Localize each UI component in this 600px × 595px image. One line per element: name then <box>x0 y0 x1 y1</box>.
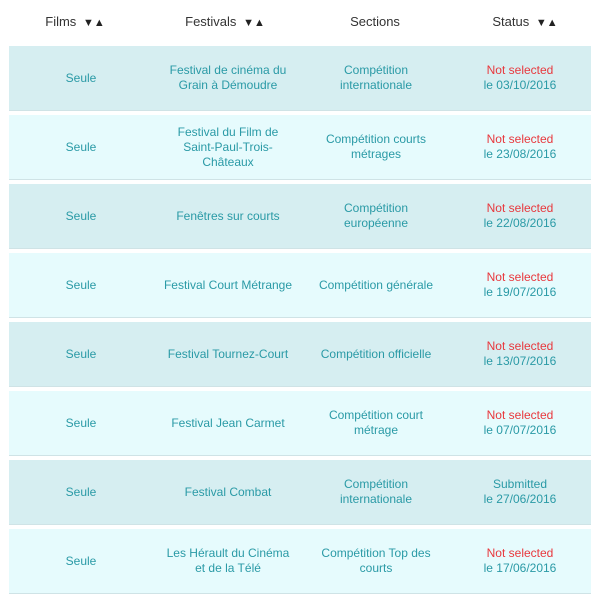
table-header <box>0 0 600 42</box>
sort-films-icon[interactable]: ▼▲ <box>82 16 105 29</box>
header-sections-label: Sections <box>350 13 400 29</box>
status-badge: Not selected <box>486 339 554 353</box>
sort-status-icon[interactable]: ▼▲ <box>535 16 558 29</box>
header-festivals-label: Festivals <box>185 13 237 29</box>
status-date: le 13/07/2016 <box>483 354 557 368</box>
status-cell <box>449 132 591 162</box>
table-body <box>0 46 600 594</box>
status-date: le 19/07/2016 <box>483 285 557 299</box>
section-cell: Compétition européenne <box>343 201 409 230</box>
status-date: le 07/07/2016 <box>483 423 557 437</box>
film-cell[interactable]: Seule <box>65 139 97 154</box>
festival-cell[interactable]: Fenêtres sur courts <box>176 208 280 223</box>
status-date: le 03/10/2016 <box>483 78 557 92</box>
status-badge: Not selected <box>486 270 554 284</box>
status-cell <box>449 270 591 300</box>
film-cell[interactable]: Seule <box>65 70 97 85</box>
festival-cell[interactable]: Festival Tournez-Court <box>167 346 289 361</box>
status-badge: Not selected <box>486 408 554 422</box>
festival-cell[interactable]: Festival Jean Carmet <box>171 415 285 430</box>
status-cell <box>449 477 591 507</box>
festival-cell[interactable]: Festival Court Métrange <box>163 277 293 292</box>
status-cell <box>449 339 591 369</box>
table-row[interactable] <box>9 115 591 180</box>
header-festivals <box>150 14 300 29</box>
status-date: le 17/06/2016 <box>483 561 557 575</box>
film-cell[interactable]: Seule <box>65 208 97 223</box>
section-cell: Compétition internationale <box>339 477 413 506</box>
status-cell <box>449 546 591 576</box>
status-cell <box>449 63 591 93</box>
film-cell[interactable]: Seule <box>65 346 97 361</box>
table-row[interactable] <box>9 253 591 318</box>
status-badge: Not selected <box>486 546 554 560</box>
header-films-label: Films <box>45 13 77 29</box>
section-cell: Compétition courts métrages <box>325 132 427 161</box>
festival-cell[interactable]: Festival de cinéma du Grain à Démoudre <box>169 63 287 92</box>
section-cell: Compétition court métrage <box>328 408 424 437</box>
status-date: le 27/06/2016 <box>483 492 557 506</box>
header-sections <box>300 14 450 29</box>
status-date: le 23/08/2016 <box>483 147 557 161</box>
status-badge: Submitted <box>492 477 548 491</box>
festival-cell[interactable]: Festival Combat <box>184 484 272 499</box>
film-cell[interactable]: Seule <box>65 277 97 292</box>
header-films <box>0 14 150 29</box>
status-badge: Not selected <box>486 63 554 77</box>
header-status <box>450 14 600 29</box>
status-cell <box>449 201 591 231</box>
status-badge: Not selected <box>486 132 554 146</box>
status-cell <box>449 408 591 438</box>
table-row[interactable] <box>9 391 591 456</box>
section-cell: Compétition internationale <box>339 63 413 92</box>
table-row[interactable] <box>9 46 591 111</box>
table-row[interactable] <box>9 322 591 387</box>
status-date: le 22/08/2016 <box>483 216 557 230</box>
table-row[interactable] <box>9 529 591 594</box>
film-cell[interactable]: Seule <box>65 484 97 499</box>
festival-cell[interactable]: Festival du Film de Saint-Paul-Trois-Châteaux <box>177 124 279 169</box>
table-row[interactable] <box>9 184 591 249</box>
section-cell: Compétition Top des courts <box>321 546 431 575</box>
section-cell: Compétition officielle <box>320 346 432 361</box>
status-badge: Not selected <box>486 201 554 215</box>
film-cell[interactable]: Seule <box>65 415 97 430</box>
film-cell[interactable]: Seule <box>65 553 97 568</box>
sort-festivals-icon[interactable]: ▼▲ <box>243 16 265 29</box>
festival-cell[interactable]: Les Hérault du Cinéma et de la Télé <box>166 546 290 575</box>
header-status-label: Status <box>492 13 530 29</box>
table-row[interactable] <box>9 460 591 525</box>
section-cell: Compétition générale <box>318 277 434 292</box>
